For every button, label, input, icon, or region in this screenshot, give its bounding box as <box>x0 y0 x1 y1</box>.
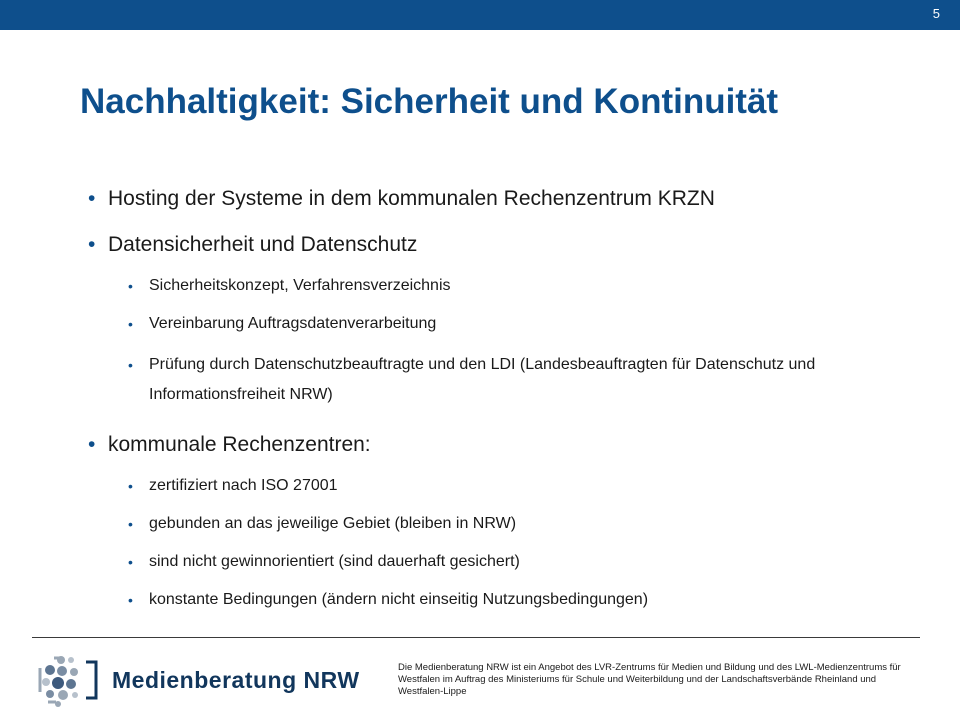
sub-bullet-item <box>128 588 908 612</box>
medienberatung-logo <box>34 652 434 708</box>
sub-bullet-icon: • <box>128 592 133 608</box>
bullet-icon: • <box>88 233 96 256</box>
bullet-text: kommunale Rechenzentren: <box>108 433 371 456</box>
bullet-text: Datensicherheit und Datenschutz <box>108 233 418 256</box>
sub-bullet-text: gebunden an das jeweilige Gebiet (bleiben in NRW) <box>149 515 517 532</box>
sub-bullet-item <box>128 550 908 574</box>
sub-bullet-text: sind nicht gewinnorientiert (sind dauerhaft gesichert) <box>149 553 520 570</box>
footer-divider <box>32 637 920 638</box>
sub-bullet-icon: • <box>128 357 133 373</box>
sub-bullet-text: Sicherheitskonzept, Verfahrensverzeichnis <box>149 277 451 294</box>
top-bar <box>0 0 960 30</box>
sub-bullet-text: konstante Bedingungen (ändern nicht einseitig Nutzungsbedingungen) <box>149 591 649 608</box>
logo-dots-icon <box>34 652 106 708</box>
slide-title: Nachhaltigkeit: Sicherheit und Kontinuität <box>80 82 779 121</box>
bullet-icon: • <box>88 187 96 210</box>
sub-bullet-icon: • <box>128 554 133 570</box>
sub-bullet-item <box>128 274 908 298</box>
sub-bullet-text: Vereinbarung Auftragsdatenverarbeitung <box>149 315 437 332</box>
sub-bullet-item <box>128 350 908 410</box>
sub-bullet-item <box>128 512 908 536</box>
sub-bullet-text: zertifiziert nach ISO 27001 <box>149 477 338 494</box>
bullet-icon: • <box>88 433 96 456</box>
sub-bullet-icon: • <box>128 278 133 294</box>
sub-bullet-icon: • <box>128 516 133 532</box>
bullet-item <box>88 232 908 258</box>
sub-bullet-icon: • <box>128 478 133 494</box>
sub-bullet-icon: • <box>128 316 133 332</box>
sub-bullet-text: Prüfung durch Datenschutzbeauftragte und den LDI (Landesbeauftragten für Datenschutz und Informationsfreiheit NRW) <box>149 356 816 403</box>
sub-bullet-item <box>128 474 908 498</box>
logo-text: Medienberatung NRW <box>112 667 360 693</box>
page-number: 5 <box>932 6 940 21</box>
slide-content <box>88 186 908 612</box>
bullet-item <box>88 432 908 458</box>
bullet-item <box>88 186 908 212</box>
footer-disclaimer: Die Medienberatung NRW ist ein Angebot des LVR-Zentrums für Medien und Bildung und des LWL-Medienzentrums für Westfalen im Auftrag des Ministeriums für Schule und Weiterbildung und der Landschaftsverbände Rheinland und Westfalen-Lippe <box>398 662 901 697</box>
bullet-text: Hosting der Systeme in dem kommunalen Rechenzentrum KRZN <box>108 187 715 210</box>
sub-bullet-item <box>128 312 908 336</box>
